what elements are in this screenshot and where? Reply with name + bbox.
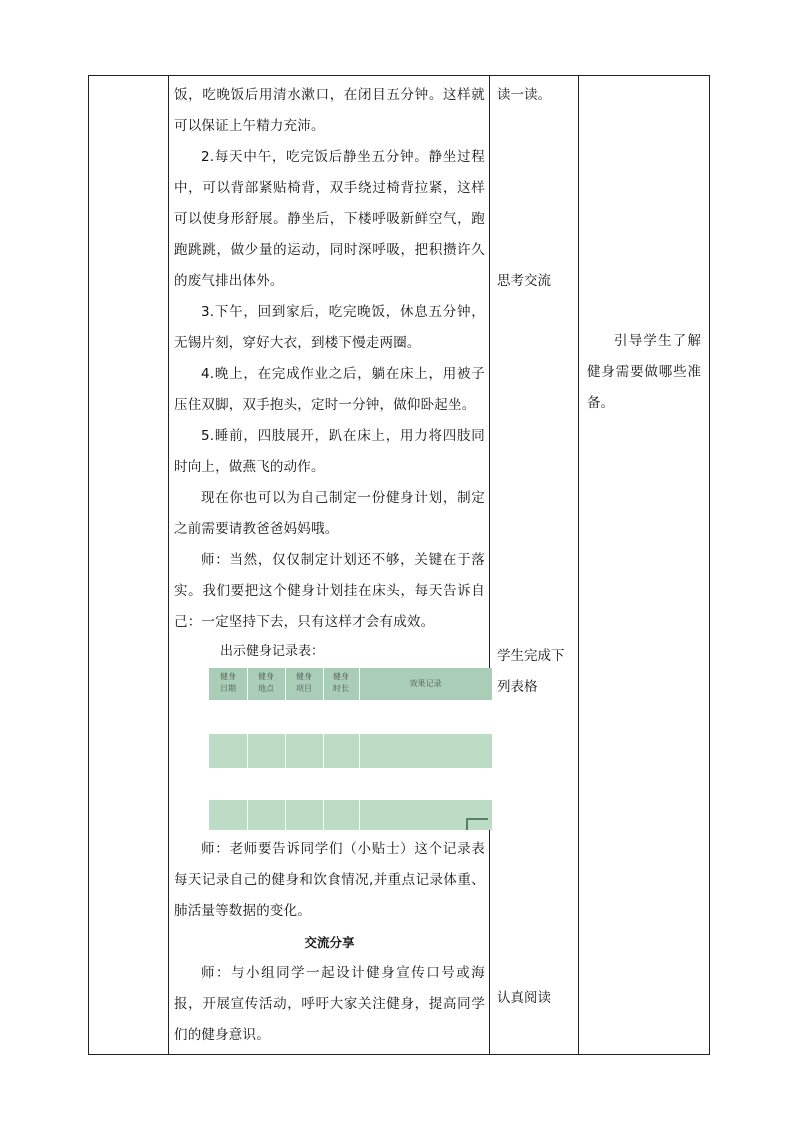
chart-row <box>209 700 492 734</box>
content-paragraph: 师：老师要告诉同学们（小贴士）这个记录表每天记录自己的健身和饮食情况,并重点记录体重、肺活量等数据的变化。 <box>174 841 485 919</box>
chart-header-duration: 健身 时长 <box>333 672 349 693</box>
chart-row <box>209 734 492 768</box>
lesson-plan-table <box>88 75 710 1055</box>
activity-read-carefully: 认真阅读 <box>497 990 551 1006</box>
student-activity-cell <box>490 76 579 1055</box>
fitness-record-chart-image <box>209 668 492 830</box>
chart-header-item: 健身 项目 <box>296 672 312 693</box>
purpose-text: 引导学生了解健身需要做哪些准备。 <box>587 333 701 411</box>
chart-header-effect: 效果记录 <box>409 679 442 688</box>
activity-read: 读一读。 <box>497 87 551 103</box>
content-paragraph: 饭，吃晚饭后用清水漱口，在闭目五分钟。这样就可以保证上午精力充沛。 <box>174 87 485 134</box>
activity-table: 学生完成下列表格 <box>497 648 565 695</box>
content-paragraph: 现在你也可以为自己制定一份健身计划，制定之前需要请教爸爸妈妈哦。 <box>174 490 485 537</box>
content-paragraph: 4.晚上，在完成作业之后，躺在床上，用被子压住双脚，双手抱头，定时一分钟，做仰卧起坐。 <box>174 366 485 413</box>
chart-divider <box>359 668 360 830</box>
content-paragraph: 5.睡前，四肢展开，趴在床上，用力将四肢同时向上，做燕飞的动作。 <box>174 428 485 475</box>
content-paragraph: 3.下午，回到家后，吃完晚饭，休息五分钟，无锡片刻，穿好大衣，到楼下慢走两圈。 <box>174 304 485 351</box>
chart-row <box>209 768 492 800</box>
content-paragraph: 2.每天中午，吃完饭后静坐五分钟。静坐过程中，可以背部紧贴椅背，双手绕过椅背拉紧，这样可以使身形舒展。静坐后，下楼呼吸新鲜空气，跑跑跳跳，做少量的运动，同时深呼吸，把积攒许久的废气排出体外。 <box>174 149 485 289</box>
chart-header-place: 健身 地点 <box>258 672 274 693</box>
activity-think: 思考交流 <box>497 273 551 289</box>
empty-column-cell <box>89 76 169 1055</box>
show-record-label: 出示健身记录表： <box>220 644 325 659</box>
design-purpose-cell <box>579 76 710 1055</box>
chart-row <box>209 800 492 830</box>
teaching-content-cell <box>169 76 490 1055</box>
section-heading: 交流分享 <box>304 935 355 950</box>
content-paragraph: 师：当然，仅仅制定计划还不够，关键在于落实。我们要把这个健身计划挂在床头，每天告诉自己：一定坚持下去，只有这样才会有成效。 <box>174 552 485 630</box>
chart-header-date: 健身 日期 <box>220 672 236 693</box>
chart-corner-decoration <box>466 818 488 830</box>
content-paragraph: 师：与小组同学一起设计健身宣传口号或海报，开展宣传活动，呼吁大家关注健身，提高同学们的健身意识。 <box>174 965 485 1043</box>
